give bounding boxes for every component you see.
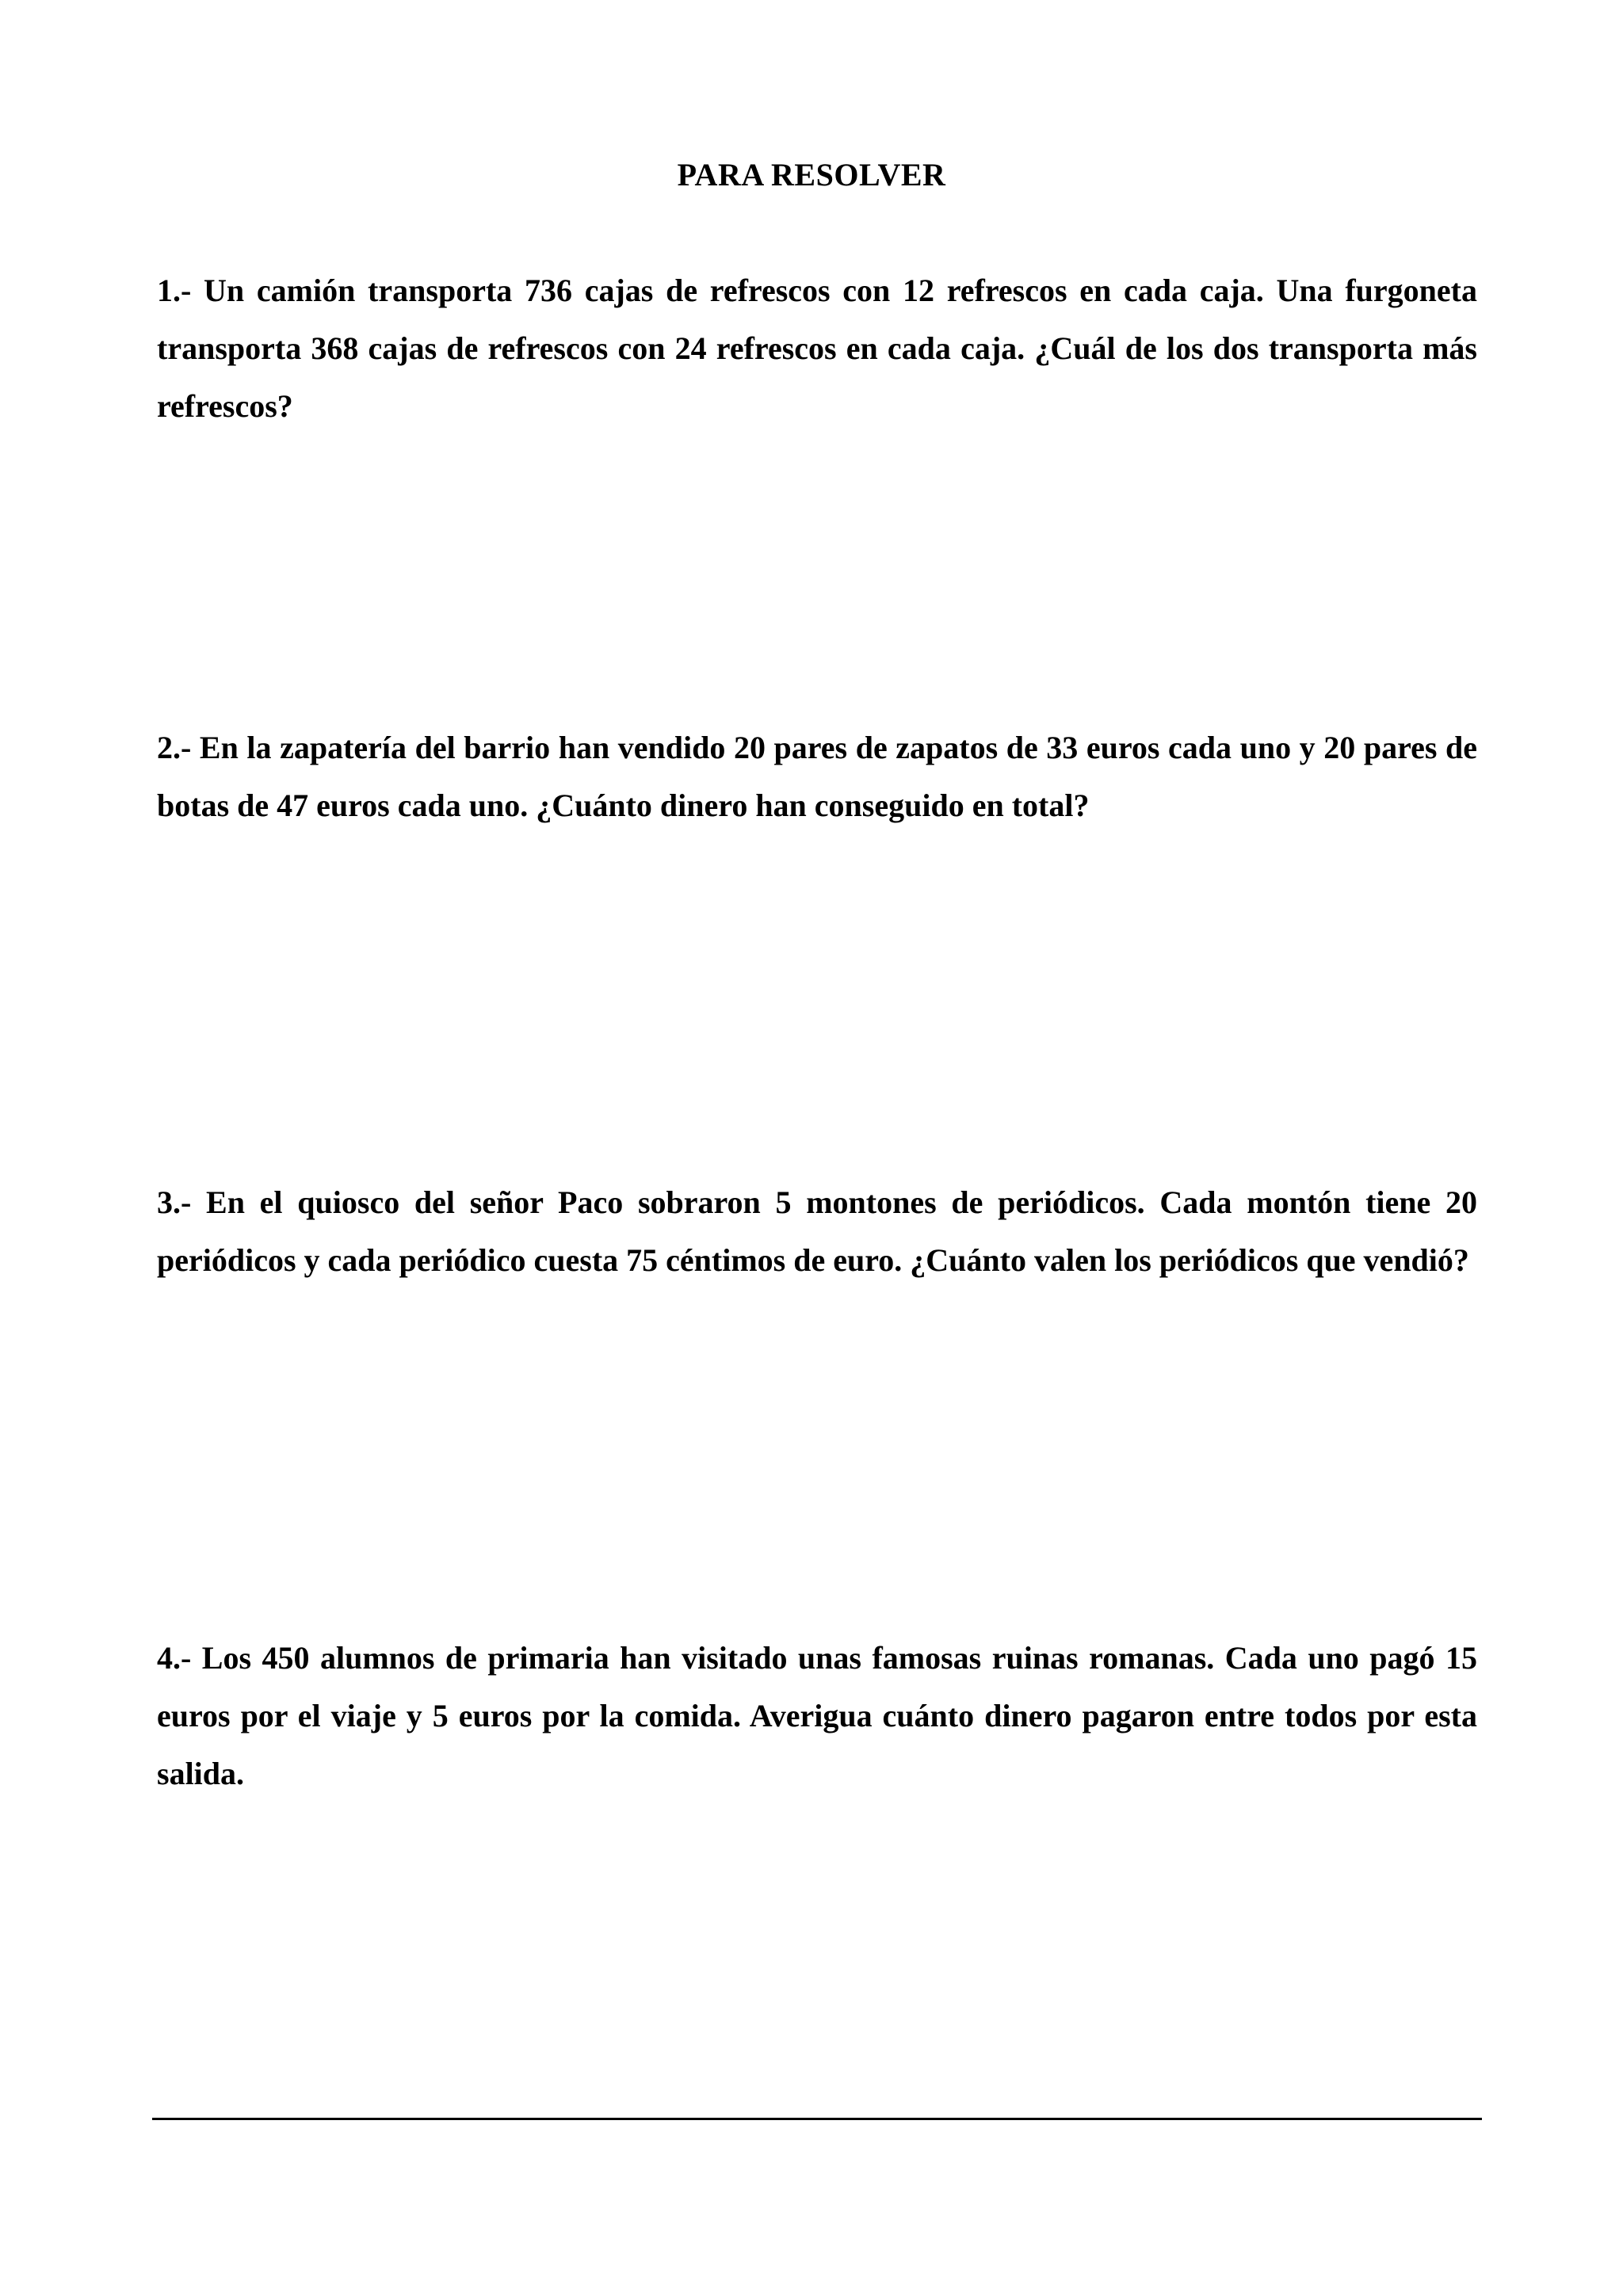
footer-divider <box>152 2118 1482 2120</box>
page-title: PARA RESOLVER <box>677 157 946 193</box>
problem-1: 1.- Un camión transporta 736 cajas de refrescos con 12 refrescos en cada caja. Una furgoneta transporta 368 cajas de refrescos con 24 refrescos en cada caja. ¿Cuál de los dos transporta más refrescos? <box>157 273 1477 424</box>
problem-4: 4.- Los 450 alumnos de primaria han visitado unas famosas ruinas romanas. Cada uno pagó 15 euros por el viaje y 5 euros por la comida. Averigua cuánto dinero pagaron entre todos por esta salida. <box>157 1640 1477 1791</box>
problem-2: 2.- En la zapatería del barrio han vendido 20 pares de zapatos de 33 euros cada uno y 20 pares de botas de 47 euros cada uno. ¿Cuánto dinero han conseguido en total? <box>157 730 1477 823</box>
problem-3: 3.- En el quiosco del señor Paco sobraron 5 montones de periódicos. Cada montón tiene 20 periódicos y cada periódico cuesta 75 céntimos de euro. ¿Cuánto valen los periódicos que vendió? <box>157 1184 1477 1278</box>
